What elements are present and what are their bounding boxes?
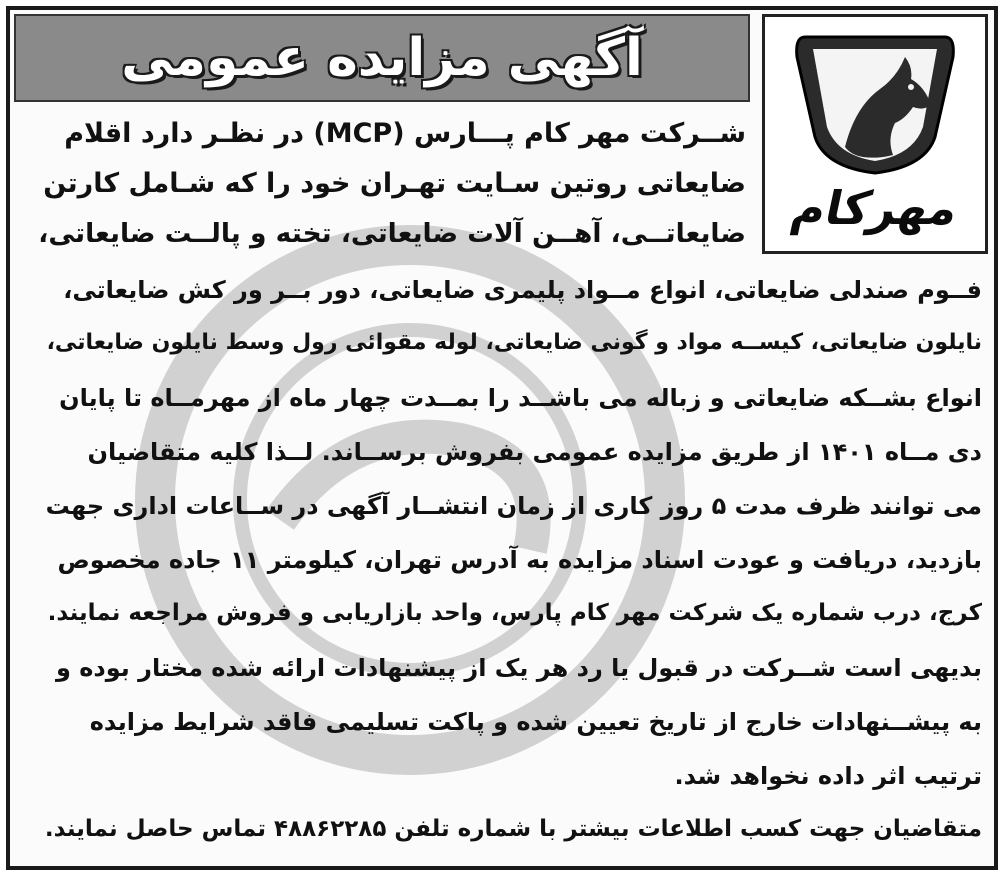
body-line: دی مــاه ۱۴۰۱ از طریق مزایده عمومی بفروش برســاند. لــذا کلیه متقاضیان (87, 438, 982, 466)
body-line: کرج، درب شماره یک شرکت مهر کام پارس، واحد بازاریابی و فروش مراجعه نمایند. (47, 600, 982, 626)
notice-title: آگهی مزایده عمومی (121, 28, 643, 88)
brand-logotype: مهرکام (786, 181, 964, 235)
body-line: به پیشــنهادات خارج از تاریخ تعیین شده و پاکت تسلیمی فاقد شرایط مزایده (89, 708, 982, 736)
body-line: ضایعاتی روتین سـایت تهـران خود را که شـامل کارتن (43, 168, 746, 199)
body-line: فــوم صندلی ضایعاتی، انواع مــواد پلیمری ضایعاتی، دور بــر ور کش ضایعاتی، (63, 276, 982, 304)
body-line: بازدید، دریافت و عودت اسناد مزایده به آدرس تهران، کیلومتر ۱۱ جاده مخصوص (57, 546, 982, 574)
body-line: ضایعاتــی، آهــن آلات ضایعاتی، تخته و پالــت ضایعاتی، (38, 218, 746, 249)
body-line: انواع بشــکه ضایعاتی و زباله می باشــد را بمــدت چهار ماه از مهرمــاه تا پایان (59, 384, 982, 412)
body-line: ترتیب اثر داده نخواهد شد. (674, 762, 982, 790)
body-line: می توانند ظرف مدت ۵ روز کاری از زمان انتشــار آگهی در ســاعات اداری جهت (45, 492, 982, 520)
body-line: شــرکت مهر کام پـــارس (MCP) در نظـر دارد اقلام (64, 118, 746, 149)
body-line: بدیهی است شــرکت در قبول یا رد هر یک از پیشنهادات ارائه شده مختار بوده و (55, 654, 982, 682)
notice-body (36, 10, 982, 866)
body-line: نایلون ضایعاتی، کیســه مواد و گونی ضایعاتی، لوله مقوائی رول وسط نایلون ضایعاتی، (46, 330, 982, 355)
body-line: متقاضیان جهت کسب اطلاعات بیشتر با شماره تلفن ۴۸۸۶۲۲۸۵ تماس حاصل نمایند. (44, 816, 982, 842)
notice-frame (6, 6, 998, 870)
